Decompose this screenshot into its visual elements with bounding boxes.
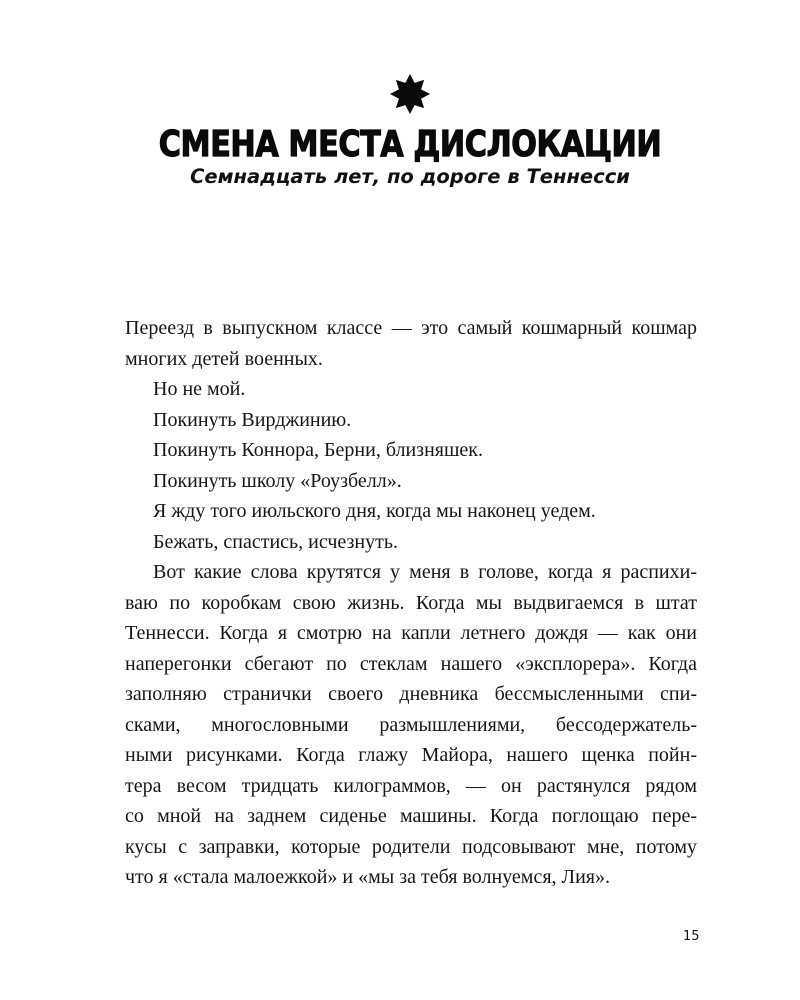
text-line: Но не мой. — [153, 378, 246, 400]
text-line: Вот какие слова крутятся у меня в голове, когда я распихи- — [153, 561, 697, 583]
text-line: кусы с заправки, которые родители подсовывают мне, потому — [125, 835, 697, 858]
chapter-title: СМЕНА МЕСТА ДИСЛОКАЦИИ — [158, 124, 662, 165]
chapter-subtitle: Семнадцать лет, по дороге в Теннесси — [190, 165, 630, 188]
text-line: многих детей военных. — [125, 347, 323, 370]
text-line: Переезд в выпускном классе — это самый кошмарный кошмар — [125, 317, 697, 339]
text-line: наперегонки сбегают по стеклам нашего «эксплорера». Когда — [125, 652, 697, 675]
text-line: ваю по коробкам свою жизнь. Когда мы выдвигаемся в штат — [125, 591, 697, 614]
text-line: заполняю странички своего дневника бессмысленными спи- — [125, 683, 697, 705]
text-line: сками, многословными размышлениями, бессодержатель- — [125, 713, 697, 736]
text-line: тера весом тридцать килограммов, — он растянулся рядом — [125, 774, 697, 797]
text-line: со мной на заднем сиденье машины. Когда поглощаю пере- — [125, 805, 697, 827]
text-line: что я «стала малоежкой» и «мы за тебя волнуемся, Лия». — [125, 866, 611, 888]
page-number: 15 — [683, 929, 700, 944]
text-line: Покинуть Вирджинию. — [153, 408, 352, 431]
text-line: ными рисунками. Когда глажу Майора, нашего щенка пойн- — [125, 744, 697, 766]
text-line: Покинуть Коннора, Берни, близняшек. — [153, 439, 483, 461]
body-text — [125, 313, 697, 893]
text-line: Бежать, спастись, исчезнуть. — [153, 530, 398, 553]
text-line: Теннесси. Когда я смотрю на капли летнего дождя — как они — [125, 622, 697, 644]
text-line: Покинуть школу «Роузбелл». — [153, 469, 402, 492]
star-icon — [386, 70, 434, 118]
text-line: Я жду того июльского дня, когда мы наконец уедем. — [153, 500, 596, 522]
